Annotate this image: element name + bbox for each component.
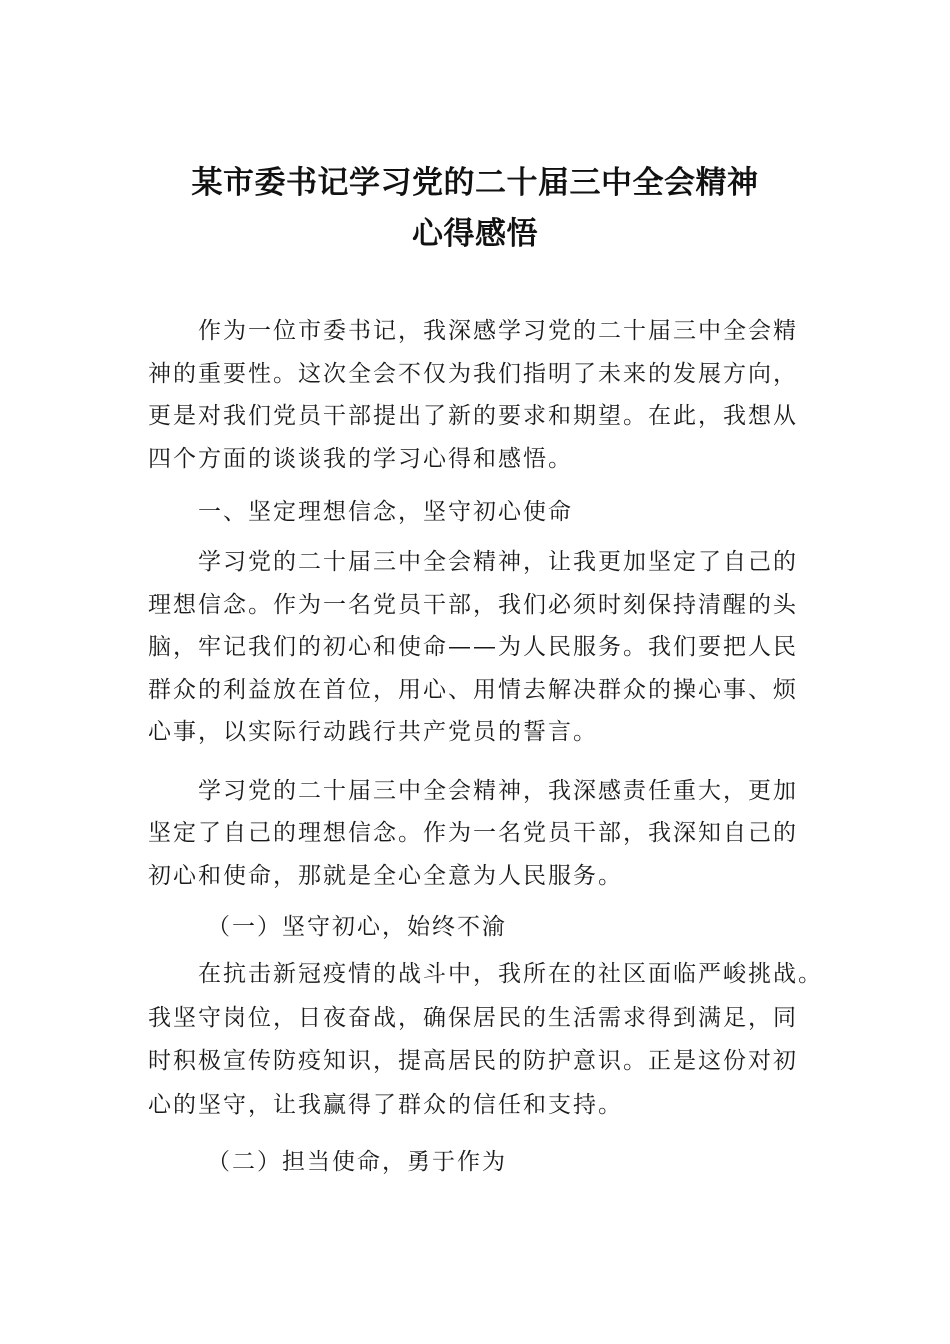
paragraph-line: 四个方面的谈谈我的学习心得和感悟。 bbox=[148, 446, 573, 472]
paragraph-line: 学习党的二十届三中全会精神，让我更加坚定了自己的 bbox=[198, 549, 798, 575]
subsection-heading: （二）担当使命，勇于作为 bbox=[207, 1149, 507, 1175]
paragraph-line: 我坚守岗位，日夜奋战，确保居民的生活需求得到满足，同 bbox=[148, 1005, 798, 1031]
document-title-line-1: 某市委书记学习党的二十届三中全会精神 bbox=[191, 165, 759, 201]
paragraph-line: 神的重要性。这次全会不仅为我们指明了未来的发展方向， bbox=[148, 361, 798, 387]
paragraph-line: 理想信念。作为一名党员干部，我们必须时刻保持清醒的头 bbox=[148, 592, 798, 618]
paragraph-line: 坚定了自己的理想信念。作为一名党员干部，我深知自己的 bbox=[148, 820, 798, 846]
paragraph-line: 群众的利益放在首位，用心、用情去解决群众的操心事、烦 bbox=[148, 677, 798, 703]
subsection-heading: （一）坚守初心，始终不渝 bbox=[207, 914, 507, 940]
paragraph-line: 时积极宣传防疫知识，提高居民的防护意识。正是这份对初 bbox=[148, 1048, 798, 1074]
paragraph-line: 作为一位市委书记，我深感学习党的二十届三中全会精 bbox=[198, 318, 798, 344]
paragraph-line: 心事，以实际行动践行共产党员的誓言。 bbox=[148, 719, 598, 745]
paragraph-line: 学习党的二十届三中全会精神，我深感责任重大，更加 bbox=[198, 778, 798, 804]
section-heading: 一、坚定理想信念，坚守初心使命 bbox=[198, 499, 573, 525]
paragraph-line: 更是对我们党员干部提出了新的要求和期望。在此，我想从 bbox=[148, 403, 798, 429]
document-title-line-2: 心得感悟 bbox=[412, 216, 538, 252]
paragraph-line: 脑，牢记我们的初心和使命——为人民服务。我们要把人民 bbox=[148, 634, 798, 660]
paragraph-line: 初心和使命，那就是全心全意为人民服务。 bbox=[148, 863, 623, 889]
paragraph-line: 心的坚守，让我赢得了群众的信任和支持。 bbox=[148, 1092, 623, 1118]
paragraph-line: 在抗击新冠疫情的战斗中，我所在的社区面临严峻挑战。 bbox=[198, 961, 823, 987]
